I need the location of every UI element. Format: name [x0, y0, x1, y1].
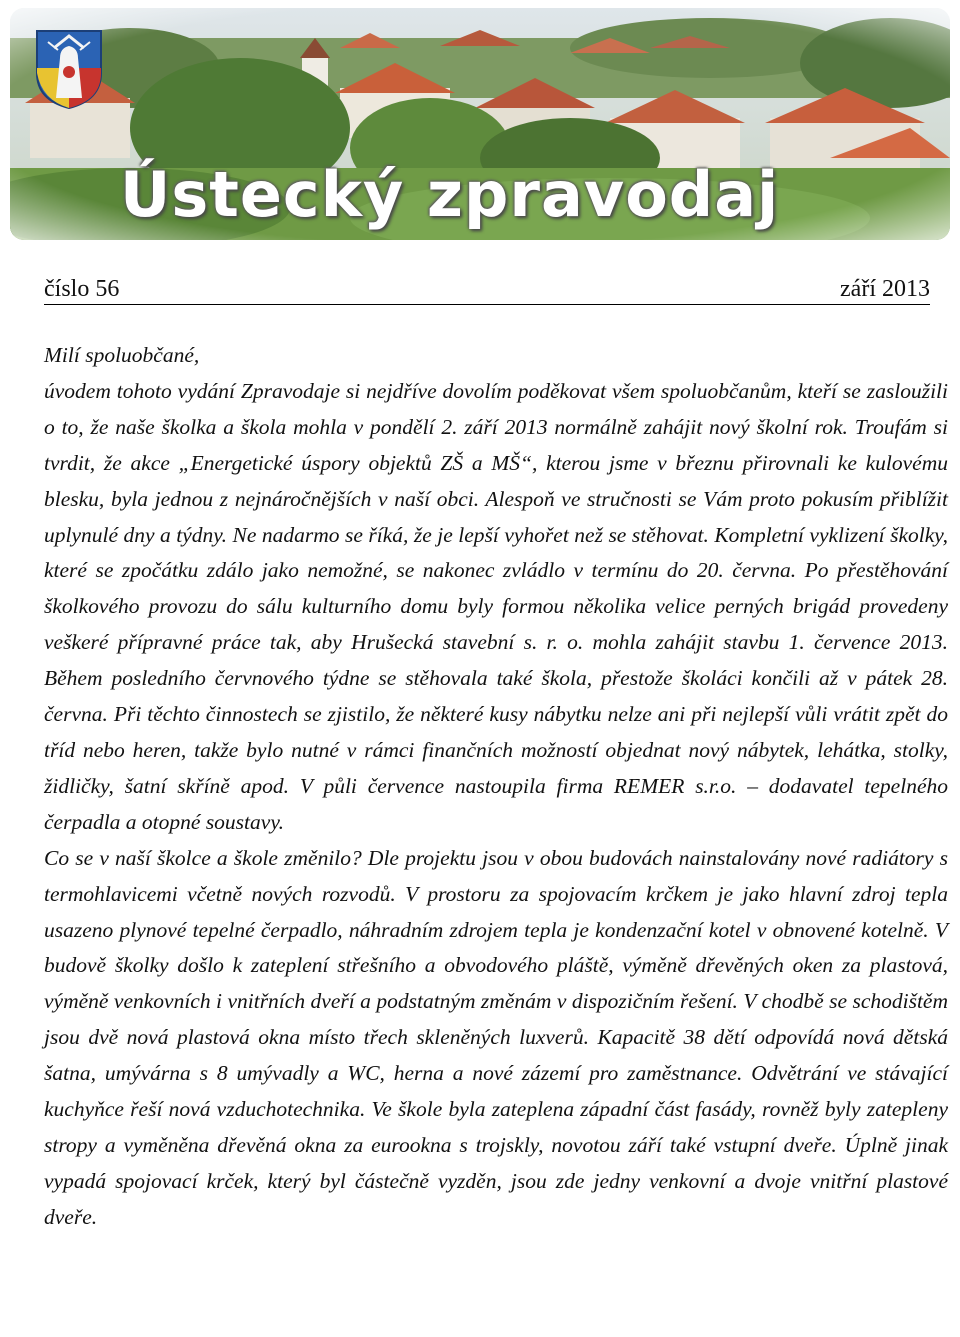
issue-line [44, 276, 930, 305]
article-greeting: Milí spoluobčané, [44, 343, 200, 367]
issue-number: číslo 56 [44, 276, 120, 302]
header-banner [10, 8, 950, 240]
issue-date: září 2013 [840, 276, 930, 302]
newsletter-title: Ústecký zpravodaj [120, 158, 780, 231]
article-paragraph: Co se v naší školce a škole změnilo? Dle projektu jsou v obou budovách nainstalovány nové radiátory s termohlavicemi včetně nových rozvodů. V prostoru za spojovacím krčkem je jako hlavní zdroj tepla usazeno plynové tepelné čerpadlo, náhradním zdrojem tepla je kondenzační kotel v obnovené kotelně. V budově školky došlo k zateplení střešního a obvodového pláště, výměně dřevěných oken za plastová, výměně venkovních i vnitřních dveří a podstatným změnám v dispozičním řešení. V chodbě se schodištěm jsou dvě nová plastová okna místo třech skleněných luxverů. Kapacitě 38 dětí odpovídá nová dětská šatna, umývárna s 8 umývadly a WC, herna a nové zázemí pro zaměstnance. Odvětrání ve stávající kuchyňce řeší nová vzduchotechnika. Ve škole byla zateplena západní část fasády, rovněž byly zatepleny stropy a vyměněna dřevěná okna za eurookna s trojskly, novotou září také vstupní dveře. Úplně jinak vypadá spojovací krček, který byl částečně vyzděn, jsou zde jedny venkovní a dvoje vnitřní plastové dveře. [44, 845, 948, 1229]
article-paragraph: úvodem tohoto vydání Zpravodaje si nejdříve dovolím poděkovat všem spoluobčanům, kteří se zasloužili o to, že naše školka a škola mohla v pondělí 2. září 2013 normálně zahájit nový školní rok. Troufám si tvrdit, že akce „Energetické úspory objektů ZŠ a MŠ“, kterou jsme v březnu přirovnali ke kulovému blesku, byla jednou z nejnáročnějších v naší obci. Alespoň ve stručnosti se Vám proto pokusím přiblížit uplynulé dny a týdny. Ne nadarmo se říká, že je lepší vyhořet než se stěhovat. Kompletní vyklizení školky, které se zpočátku zdálo jako nemožné, se nakonec zvládlo v termínu do 20. června. Po přestěhování školkového provozu do sálu kulturního domu byly formou několika velice perných brigád provedeny veškeré přípravné práce tak, aby Hrušecká stavební s. r. o. mohla zahájit stavbu 1. července 2013. Během posledního červnového týdne se stěhovala také škola, přestože školáci končili až v pátek 28. června. Při těchto činnostech se zjistilo, že některé kusy nábytku nelze ani při nejlepší vůli vrátit zpět do tříd nebo heren, takže bylo nutné v rámci finančních možností objednat nový nábytek, lehátka, stolky, židličky, šatní skříně apod. V půli července nastoupila firma REMER s.r.o. – dodavatel tepelného čerpadla a otopné soustavy. [44, 378, 948, 834]
article-body [44, 338, 948, 1236]
village-coat-of-arms-icon [34, 28, 104, 110]
